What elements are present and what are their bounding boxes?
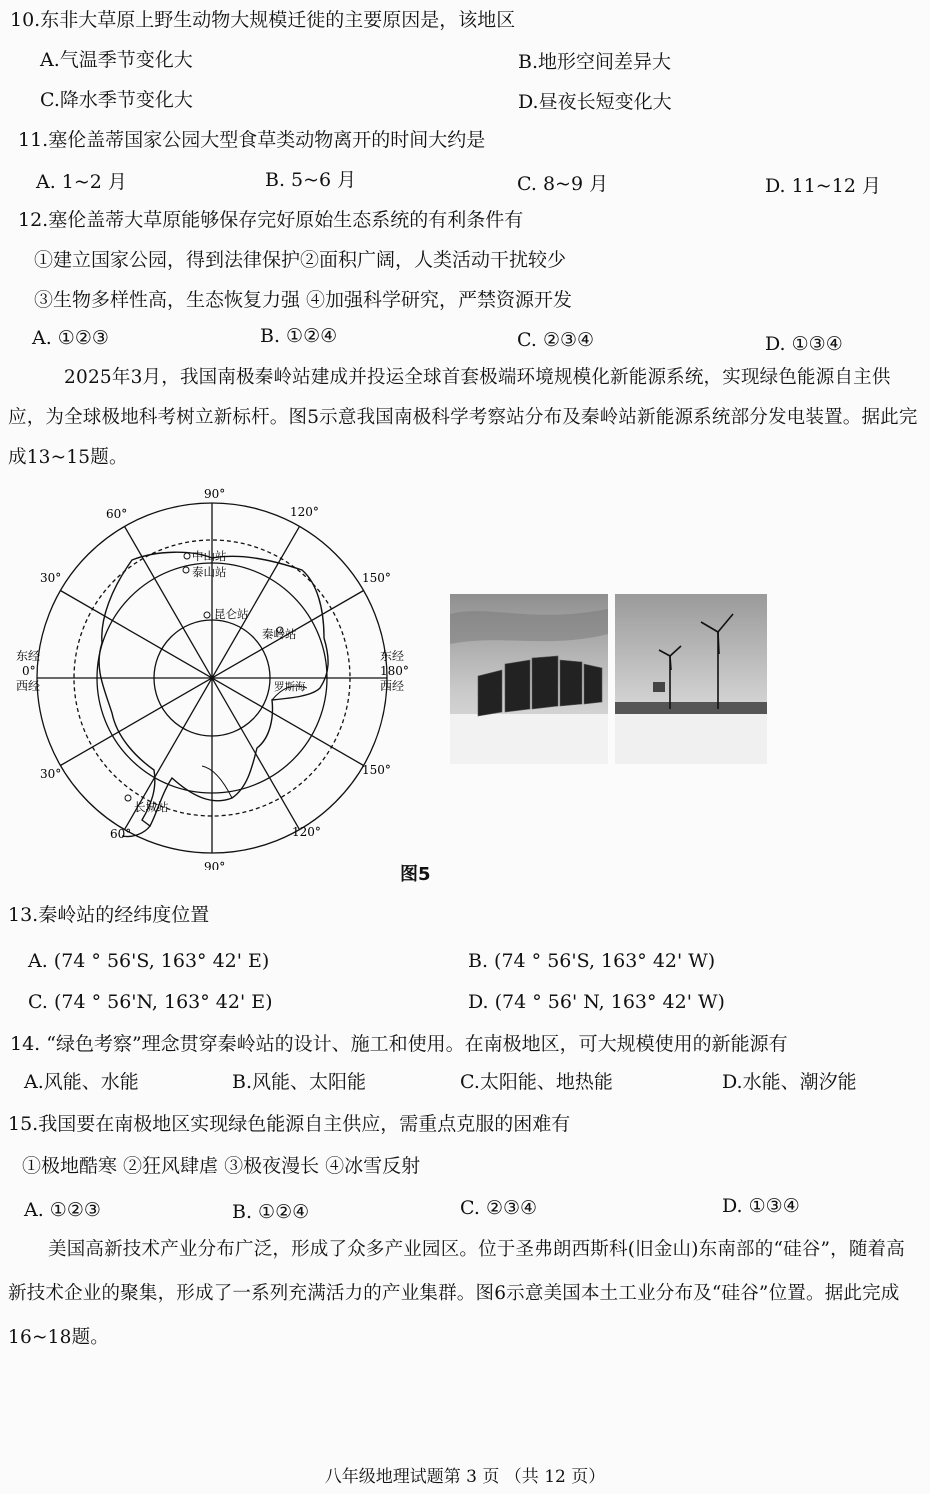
deg-label-120-bottom: 120° [292,825,321,839]
q14-option-c: C.太阳能、地热能 [460,1071,613,1093]
zero-meridian-label: 0° [22,664,36,678]
east-longitude-left: 东经 [16,649,41,663]
ross-sea-label: 罗斯海 [274,681,306,693]
deg-label-150-lower: 150° [362,763,391,777]
q14-option-d: D.水能、潮汐能 [722,1071,857,1093]
intro-paragraph-13-15: 2025年3月，我国南极秦岭站建成并投运全球首套极端环境规模化新能源系统，实现绿色能源自主供应，为全球极地科考树立新标杆。图5示意我国南极科学考察站分布及秦岭站新能源系统部分发电装置。据此完成13~15题。 [8,367,918,468]
q12-statement-2: ③生物多样性高，生态恢复力强 ④加强科学研究，严禁资源开发 [34,289,573,311]
q11-stem: 11.塞伦盖蒂国家公园大型食草类动物离开的时间大约是 [18,129,486,151]
changcheng-station-label: 长城站 [134,800,169,814]
kunlun-station-label: 昆仑站 [214,607,249,621]
wind-turbines-photo [615,594,767,764]
q15-option-c: C. ②③④ [460,1197,538,1219]
page-footer: 八年级地理试题第 3 页 （共 12 页） [324,1467,606,1487]
qinling-station-label: 秦岭站 [262,627,297,641]
q11-option-d: D. 11~12 月 [765,175,881,197]
changcheng-station-marker [125,795,131,801]
kunlun-station-marker [204,612,210,618]
taishan-station-label: 泰山站 [192,565,227,579]
deg-label-30-upper: 30° [40,571,62,585]
q11-option-b: B. 5~6 月 [265,169,357,191]
q15-option-d: D. ①③④ [722,1195,800,1217]
q12-option-d: D. ①③④ [765,333,843,355]
figure-5-title: 图5 [400,864,431,885]
zhongshan-station-marker [184,553,190,559]
antarctica-polar-map [12,488,422,870]
intro-paragraph-16-18: 美国高新技术产业分布广泛，形成了众多产业园区。位于圣弗朗西斯科(旧金山)东南部的“硅谷”，随着高新技术企业的聚集，形成了一系列充满活力的产业集群。图6示意美国本土工业分布及“硅谷”位置。据此完成16~18题。 [8,1239,905,1348]
180-meridian-label: 180° [380,664,409,678]
q15-option-b: B. ①②④ [232,1201,310,1223]
q11-option-a: A. 1~2 月 [36,171,127,193]
deg-label-90-bottom: 90° [204,860,226,870]
q11-option-c: C. 8~9 月 [517,173,609,195]
q15-stem: 15.我国要在南极地区实现绿色能源自主供应，需重点克服的困难有 [8,1113,571,1135]
q15-statements: ①极地酷寒 ②狂风肆虐 ③极夜漫长 ④冰雪反射 [22,1155,421,1177]
deg-label-60-bottom: 60° [110,827,132,841]
q12-option-b: B. ①②④ [260,325,338,347]
deg-label-60-top: 60° [106,507,128,521]
q14-option-b: B.风能、太阳能 [232,1071,367,1093]
q10-option-b: B.地形空间差异大 [518,51,672,73]
q12-statement-1: ①建立国家公园，得到法律保护②面积广阔，人类活动干扰较少 [34,249,567,271]
east-longitude-right: 东经 [380,649,405,663]
q15-option-a: A. ①②③ [24,1199,101,1221]
west-longitude-left: 西经 [16,679,41,693]
deg-label-150-upper: 150° [362,571,391,585]
deg-label-90-top: 90° [204,488,226,501]
zhongshan-station-label: 中山站 [192,549,227,563]
q10-option-c: C.降水季节变化大 [40,89,193,111]
q13-option-c: C. (74 ° 56'N, 163° 42' E) [28,991,273,1013]
q13-option-a: A. (74 ° 56'S, 163° 42' E) [28,950,270,972]
q14-option-a: A.风能、水能 [24,1071,139,1093]
deg-label-120-top: 120° [290,505,319,519]
q12-option-a: A. ①②③ [32,327,109,349]
west-longitude-right: 西经 [380,679,405,693]
q13-option-b: B. (74 ° 56'S, 163° 42' W) [468,950,716,972]
solar-panels-photo [450,594,608,764]
taishan-station-marker [183,567,189,573]
q12-option-c: C. ②③④ [517,329,595,351]
q10-stem: 10.东非大草原上野生动物大规模迁徙的主要原因是，该地区 [10,9,516,31]
q10-option-d: D.昼夜长短变化大 [518,91,672,113]
q13-stem: 13.秦岭站的经纬度位置 [8,904,210,926]
q14-stem: 14. “绿色考察”理念贯穿秦岭站的设计、施工和使用。在南极地区，可大规模使用的新能源有 [10,1033,788,1055]
q13-option-d: D. (74 ° 56' N, 163° 42' W) [468,991,725,1013]
deg-label-30-lower: 30° [40,767,62,781]
q10-option-a: A.气温季节变化大 [40,49,193,71]
q12-stem: 12.塞伦盖蒂大草原能够保存完好原始生态系统的有利条件有 [18,209,524,231]
